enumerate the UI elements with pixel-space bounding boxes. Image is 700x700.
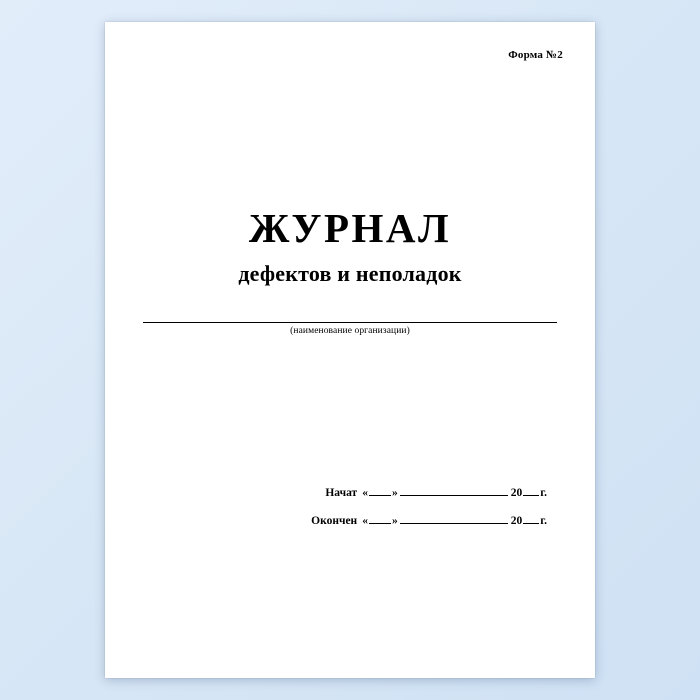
end-year-blank (523, 512, 539, 524)
page-subtitle: дефектов и неполадок (238, 261, 462, 287)
start-day-blank (369, 484, 391, 496)
end-year-suffix: г. (540, 515, 547, 527)
dates-block (217, 484, 547, 540)
organization-block (143, 322, 557, 336)
end-date-label: Окончен (311, 515, 358, 527)
organization-caption: (наименование организации) (290, 326, 410, 336)
start-quote-close: » (391, 487, 398, 499)
form-number: Форма №2 (508, 49, 563, 61)
start-month-blank (400, 484, 508, 496)
page-title: ЖУРНАЛ (248, 205, 452, 251)
end-year-prefix: 20 (510, 515, 523, 527)
start-year-suffix: г. (540, 487, 547, 499)
start-date-row (217, 484, 547, 499)
document-page (105, 22, 595, 678)
start-year-prefix: 20 (510, 487, 523, 499)
organization-rule (143, 322, 557, 323)
title-block (105, 207, 595, 287)
end-quote-close: » (391, 515, 398, 527)
start-year-blank (523, 484, 539, 496)
start-quote-open: « (362, 487, 368, 499)
end-month-blank (400, 512, 508, 524)
end-day-blank (369, 512, 391, 524)
end-quote-open: « (362, 515, 368, 527)
start-date-label: Начат (325, 487, 358, 499)
end-date-row (217, 512, 547, 527)
